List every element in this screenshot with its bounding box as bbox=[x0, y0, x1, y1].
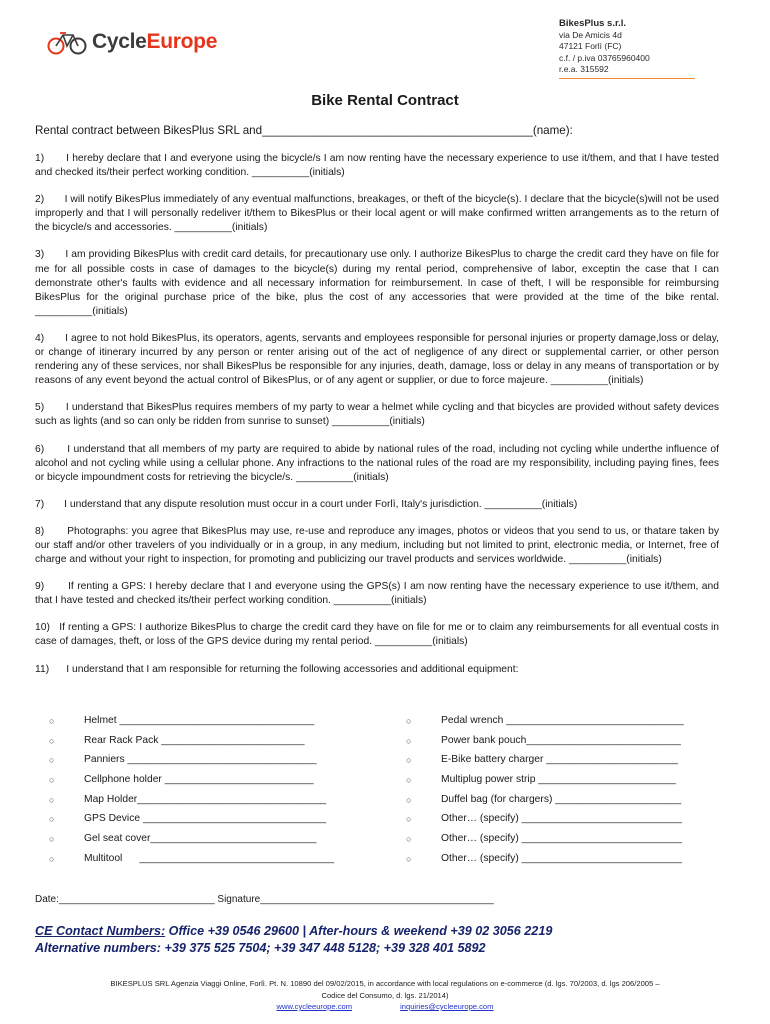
company-address-line2: 47121 Forlì (FC) bbox=[559, 41, 622, 52]
clause-11: 11) I understand that I am responsible for returning the following accessories and additional equipment: bbox=[35, 663, 519, 675]
bullet-icon: ○ bbox=[49, 775, 55, 786]
date-signature-line: Date:____________________________ Signature__________________________________________ bbox=[35, 894, 494, 905]
contact-numbers bbox=[35, 923, 552, 956]
bullet-icon: ○ bbox=[406, 814, 412, 825]
bullet-icon: ○ bbox=[406, 716, 412, 726]
bullet-icon: ○ bbox=[49, 794, 55, 805]
equipment-row bbox=[35, 853, 725, 873]
clauses-list bbox=[35, 152, 719, 690]
equipment-item: Cellphone holder __________________________ bbox=[84, 774, 314, 786]
equipment-checklist bbox=[35, 715, 725, 873]
clause-4: 4) I agree to not hold BikesPlus, its operators, agents, servants and employees responsible for personal injuries or property damage,loss or delay, or change of itinerary incurred by any person or renter arising out of the act of negligence of any direct or supplemental carrier, or other person rendering any of these services, nor shall BikesPlus be responsible for any injuries, death, damage, loss or delay in any means of transportation or by reasons of any event beyond the actual control of BikesPlus, or of any agent or supplier, or due to force majeure. __________(initials) bbox=[35, 332, 719, 387]
bullet-icon: ○ bbox=[49, 853, 55, 864]
bullet-icon: ○ bbox=[406, 794, 412, 805]
company-name: BikesPlus s.r.l. bbox=[559, 18, 627, 29]
equipment-item: Other… (specify) ____________________________ bbox=[441, 852, 683, 864]
email-link[interactable]: inquiries@cycleeurope.com bbox=[400, 1002, 494, 1011]
company-address-line1: via De Amicis 4d bbox=[559, 29, 622, 40]
clause-5: 5) I understand that BikesPlus requires members of my party to wear a helmet while cycling and that bicycles are provided without safety devices such as lights (and so can only be ridden from sunrise to sunset) __________(initials) bbox=[35, 402, 719, 428]
equipment-item: Other… (specify) ____________________________ bbox=[441, 813, 683, 825]
clause-6: 6) I understand that all members of my party are required to abide by national rules of the road, including not cycling while underthe influence of alcohol and not cycling while using a cellular phone. Any infractions to the national rules of the road are my responsibility, including paying fines, fees or bicycle impoundment costs for retrieving the bicycle/s. __________(initials) bbox=[35, 443, 719, 483]
logo-text-cycle: Cycle bbox=[92, 30, 147, 53]
clause-9: 9) If renting a GPS: I hereby declare that I and everyone using the GPS(s) I am now renting have the necessary experience to use it/them, and that I have tested and checked its/their perfect working condition. __________(initials) bbox=[35, 581, 719, 607]
ce-contact-label: CE Contact Numbers: bbox=[35, 924, 166, 938]
ce-contact-numbers: Office +39 0546 29600 | After-hours & weekend +39 02 3056 2219 bbox=[165, 924, 553, 938]
bicycle-logo-icon bbox=[46, 27, 88, 57]
equipment-row bbox=[35, 774, 725, 794]
footer-legal-line2: Codice del Consumo, d. lgs. 21/2014) bbox=[321, 990, 449, 1000]
bullet-icon: ○ bbox=[49, 716, 55, 726]
clause-2: 2) I will notify BikesPlus immediately of any eventual malfunctions, breakages, or theft of the bicycle(s). I declare that the bicycle(s)will not be used improperly and that I will personally redeliver it/them to BikesPlus or their local agent or will make confirmed written arrangements as to the return of the bicycle/s and accessories. __________(initials) bbox=[35, 194, 719, 234]
footer-links bbox=[35, 1001, 735, 1013]
equipment-row bbox=[35, 794, 725, 814]
clause-8: 8) Photographs: you agree that BikesPlus may use, re-use and reproduce any images, photos or videos that you send to us, or thatare taken by our staff and/or other travelers of you individually or in a group, in any medium, including but not limited to print, electronic media, or Internet, free of charge and without your right to inspection, for promoting and publicizing our travel products and services worldwide. __________(initials) bbox=[35, 525, 719, 566]
page-footer bbox=[35, 978, 735, 1013]
equipment-item: Other… (specify) ____________________________ bbox=[441, 833, 683, 845]
equipment-item: Multitool __________________________________ bbox=[84, 852, 335, 864]
bullet-icon: ○ bbox=[406, 735, 412, 746]
bullet-icon: ○ bbox=[406, 775, 412, 786]
website-link[interactable]: www.cycleeurope.com bbox=[276, 1002, 353, 1011]
equipment-item: GPS Device ________________________________ bbox=[84, 813, 327, 825]
bullet-icon: ○ bbox=[406, 834, 412, 845]
alternative-numbers: Alternative numbers: +39 375 525 7504; +39 347 448 5128; +39 328 401 5892 bbox=[35, 940, 486, 955]
equipment-item: Duffel bag (for chargers) ______________________ bbox=[441, 793, 682, 805]
equipment-item: Map Holder_________________________________ bbox=[84, 793, 327, 805]
document-title: Bike Rental Contract bbox=[311, 92, 459, 109]
header-divider bbox=[559, 78, 695, 79]
equipment-item: Power bank pouch___________________________ bbox=[441, 734, 681, 746]
equipment-item: Helmet __________________________________ bbox=[84, 715, 315, 726]
equipment-row bbox=[35, 833, 725, 853]
equipment-item: Rear Rack Pack _________________________ bbox=[84, 734, 305, 746]
clause-1: 1) I hereby declare that I and everyone using the bicycle/s I am now renting have the necessary experience to use it/them, and that I have tested and checked its/their perfect working condition. __________(initials) bbox=[35, 153, 719, 179]
company-address-block bbox=[559, 18, 699, 79]
bullet-icon: ○ bbox=[406, 755, 412, 766]
equipment-row bbox=[35, 754, 725, 774]
logo-text-europe: Europe bbox=[146, 30, 218, 53]
equipment-item: Multiplug power strip ________________________ bbox=[441, 774, 676, 786]
bullet-icon: ○ bbox=[49, 755, 55, 766]
bullet-icon: ○ bbox=[406, 853, 412, 864]
bullet-icon: ○ bbox=[49, 834, 55, 845]
equipment-item: Pedal wrench _______________________________ bbox=[441, 715, 684, 726]
equipment-item: E-Bike battery charger _______________________ bbox=[441, 754, 679, 766]
footer-legal-line1: BIKESPLUS SRL Agenzia Viaggi Online, Forlì. Pt. N. 10890 del 09/02/2015, in accordance with local regulations on e-commerce (d. lgs. 70/2003, d. lgs 206/2005 – bbox=[110, 979, 660, 988]
clause-10: 10) If renting a GPS: I authorize BikesPlus to charge the credit card they have on file for me or to claim any reimbursements for all eventual costs in case of damages, theft, or loss of the GPS device during my rental period. __________(initials) bbox=[35, 622, 719, 648]
contract-intro-line: Rental contract between BikesPlus SRL and__________________________________________(name): bbox=[35, 124, 573, 137]
ce-contact-line bbox=[35, 923, 552, 940]
clause-3: 3) I am providing BikesPlus with credit card details, for precautionary use only. I authorize BikesPlus to charge the credit card they have on file for me for all possible costs in case of damages to the bicycle(s) during my rental period, comprehensive of labor, exceptin the case that I can demonstrate other's faults with evidence and all necessary information for reimbursement. In case of theft, I will be responsible for reimbursing BikesPlus for the original purchase price of the bike, plus the cost of any accessories that were provided at the time of the bike rental. __________(initials) bbox=[35, 249, 719, 317]
equipment-row bbox=[35, 735, 725, 755]
clause-7: 7) I understand that any dispute resolution must occur in a court under Forlì, Italy's jurisdiction. __________(initials) bbox=[35, 498, 578, 510]
company-rea: r.e.a. 315592 bbox=[559, 64, 609, 75]
bullet-icon: ○ bbox=[49, 814, 55, 825]
cycleeurope-logo bbox=[46, 24, 217, 60]
bullet-icon: ○ bbox=[49, 735, 55, 746]
equipment-row bbox=[35, 813, 725, 833]
equipment-item: Panniers _________________________________ bbox=[84, 754, 317, 766]
equipment-row bbox=[35, 715, 725, 735]
equipment-item: Gel seat cover_____________________________ bbox=[84, 833, 317, 845]
company-vat: c.f. / p.iva 03765960400 bbox=[559, 52, 650, 63]
